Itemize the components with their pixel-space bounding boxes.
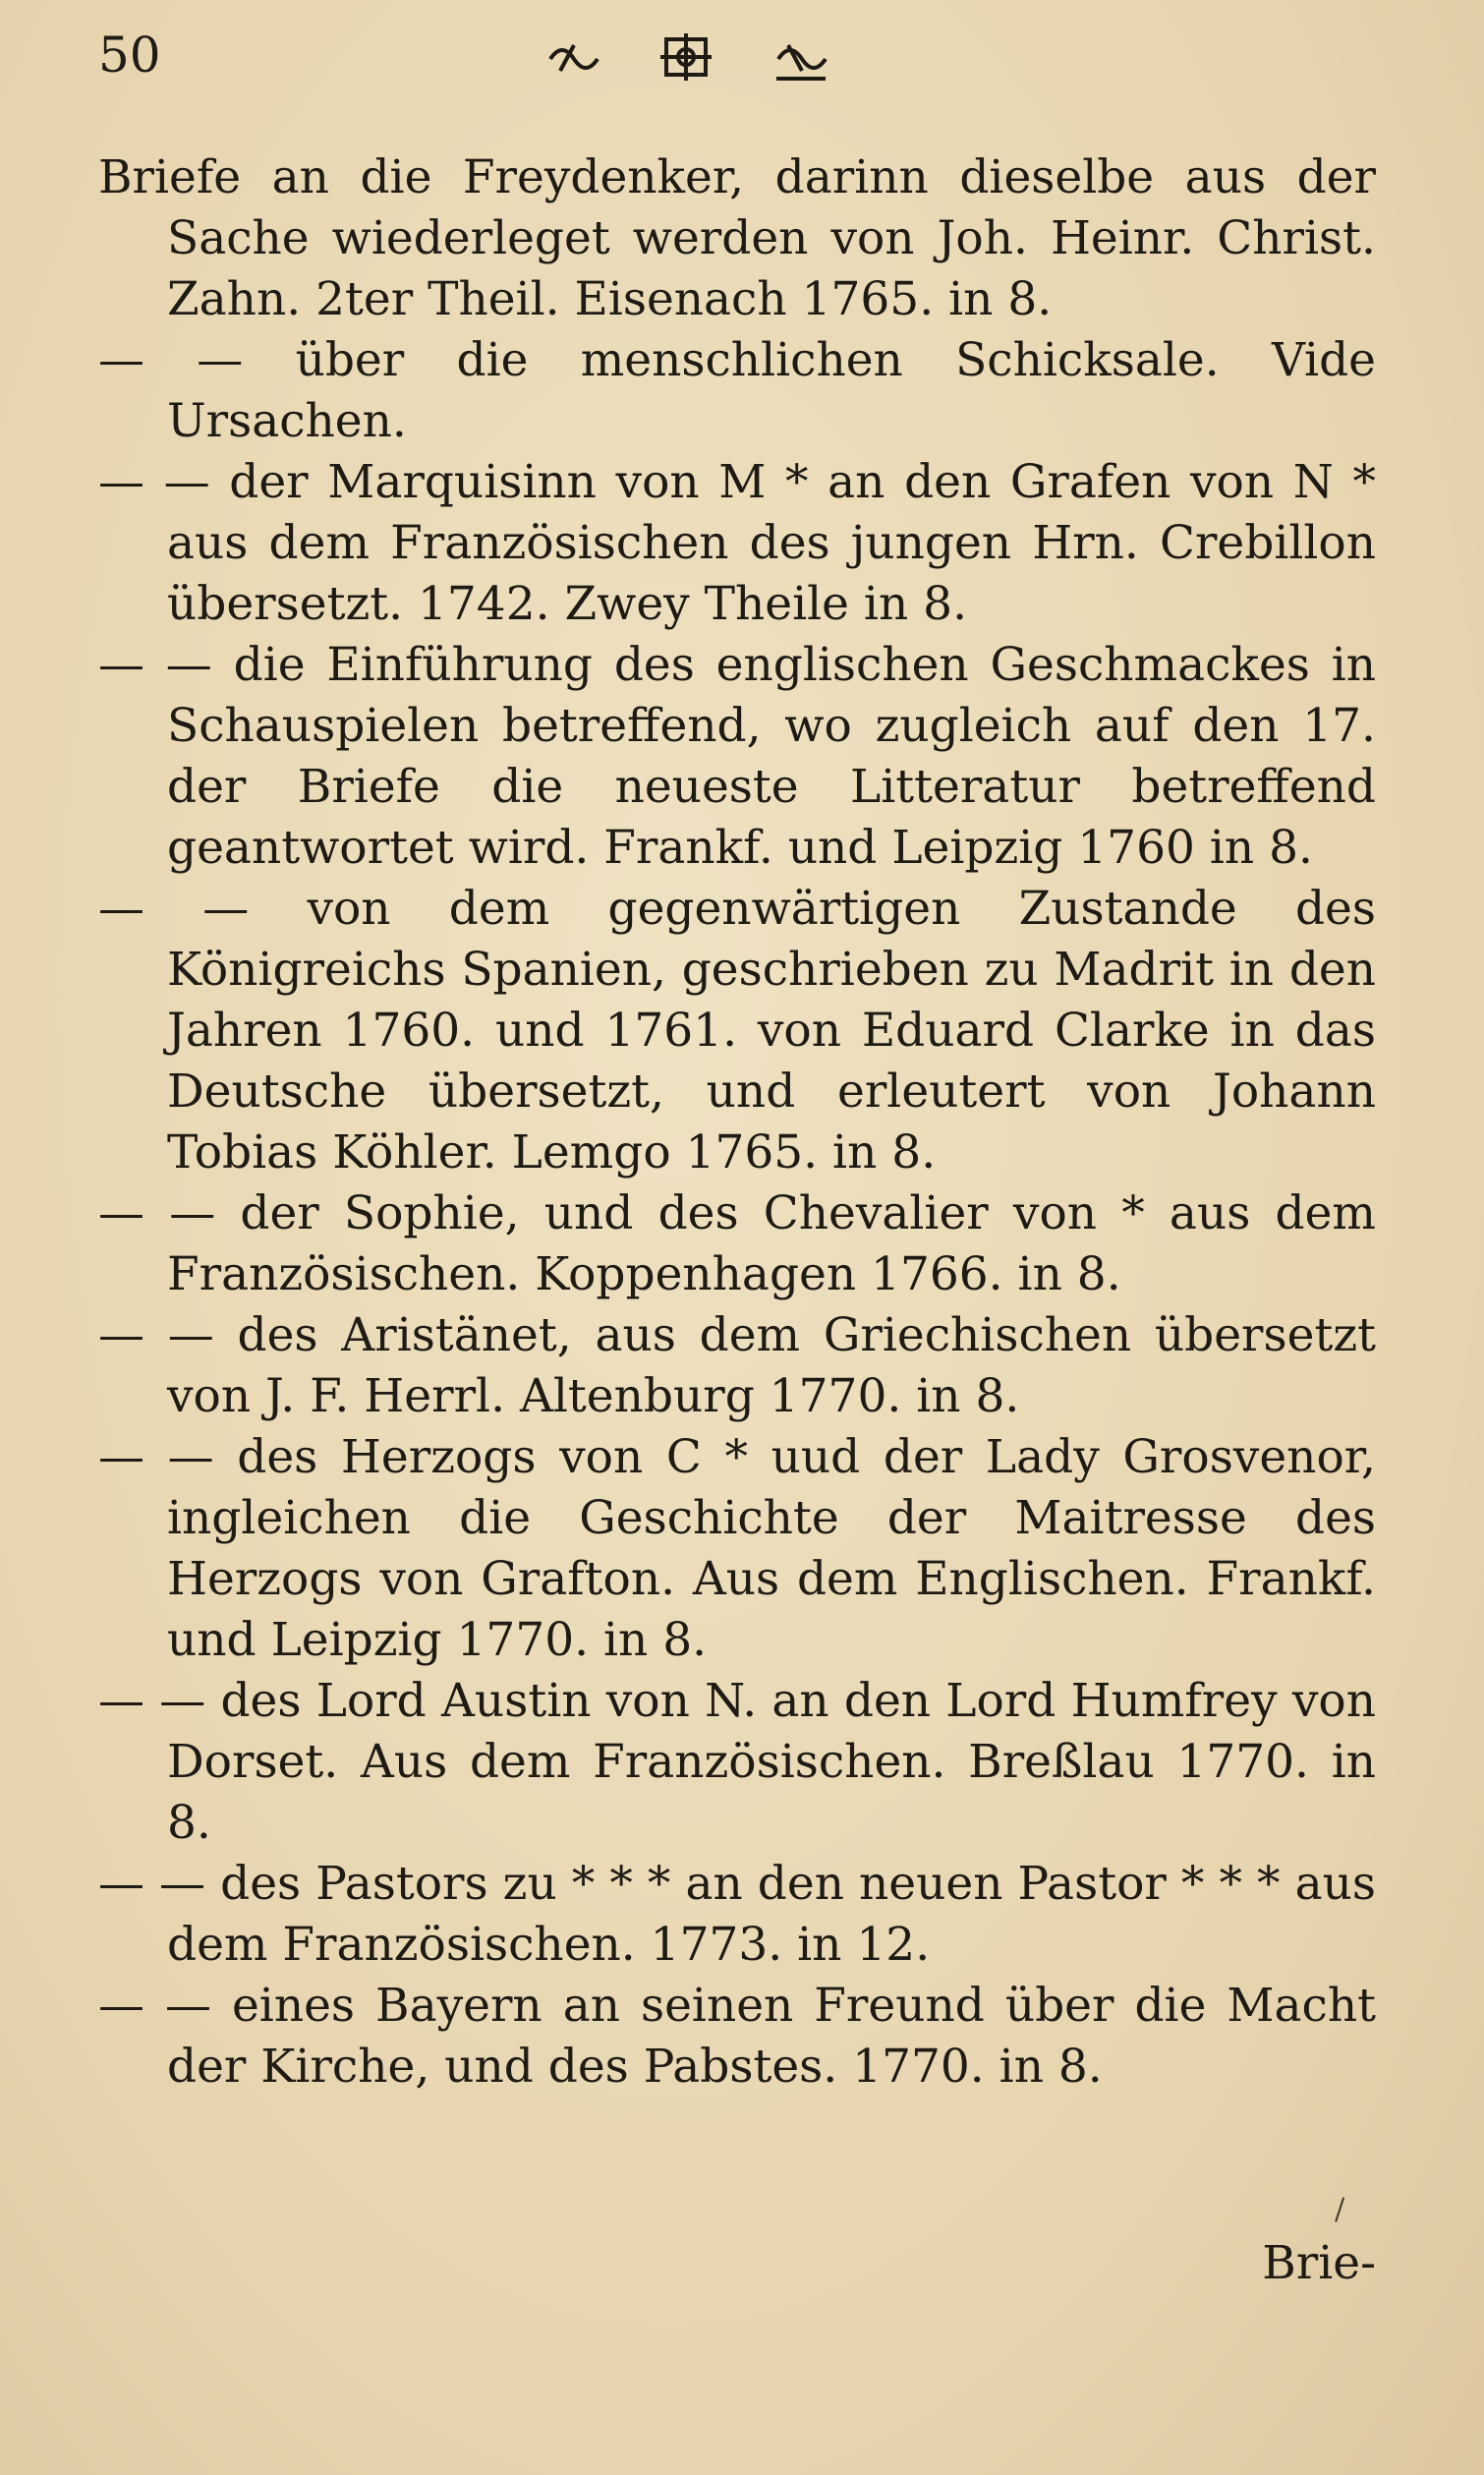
entry-9: — — des Pastors zu * * * an den neuen Pastor * * * aus dem Französischen. 1773. in 12. [98,1857,1376,1972]
page-number: 50 [98,27,161,84]
entry-4: — — von dem gegenwärtigen Zustande des Königreichs Spanien, geschrieben zu Madrit in den Jahren 1760. und 1761. von Eduard Clarke in das Deutsche übersetzt, und erleutert von Johann Tobias Köhler. Lemgo 1765. in 8. [98,882,1376,1180]
entry-6: — — des Aristänet, aus dem Griechischen übersetzt von J. F. Herrl. Altenburg 1770. in 8. [98,1308,1376,1423]
entry-8: — — des Lord Austin von N. an den Lord Humfrey von Dorset. Aus dem Französischen. Breßlau 1770. in 8. [98,1674,1376,1850]
entry-10: — — eines Bayern an seinen Freund über die Macht der Kirche, und des Pabstes. 1770. in 8. [98,1979,1376,2094]
entry-1: — — über die menschlichen Schicksale. Vide Ursachen. [98,333,1376,448]
entry-0: Briefe an die Freydenker, darinn dieselbe aus der Sache wiederleget werden von Joh. Heinr. Christ. Zahn. 2ter Theil. Eisenach 1765. in 8. [98,150,1376,326]
entry-list [98,147,1376,2098]
page-header [98,18,1376,86]
catchword: Brie- [1262,2236,1376,2290]
entry-3: — — die Einführung des englischen Geschmackes in Schauspielen betreffend, wo zugleich auf den 17. der Briefe die neueste Litteratur betreffend geantwortet wird. Frankf. und Leipzig 1760 in 8. [98,638,1376,875]
ink-speck [1335,2197,1350,2223]
entry-2: — — der Marquisinn von M * an den Grafen von N * aus dem Französischen des jungen Hrn. Crebillon übersetzt. 1742. Zwey Theile in 8. [98,455,1376,631]
ornament-icon [531,28,845,86]
entry-5: — — der Sophie, und des Chevalier von * aus dem Französischen. Koppenhagen 1766. in 8. [98,1186,1376,1301]
entry-7: — — des Herzogs von C * uud der Lady Grosvenor, ingleichen die Geschichte der Maitresse des Herzogs von Grafton. Aus dem Englischen. Frankf. und Leipzig 1770. in 8. [98,1430,1376,1667]
